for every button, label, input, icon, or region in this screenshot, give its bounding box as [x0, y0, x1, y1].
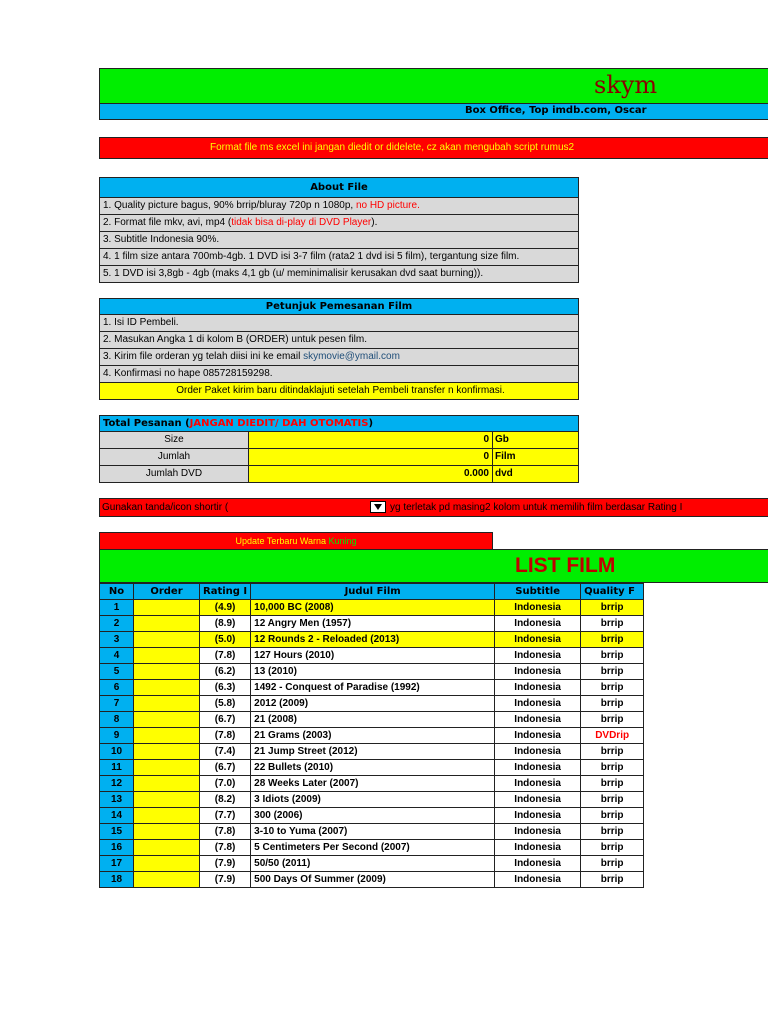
- film-no: 2: [100, 616, 134, 632]
- film-rating: (7.9): [200, 872, 251, 888]
- sort-filter-icon: [370, 501, 386, 513]
- film-no: 16: [100, 840, 134, 856]
- film-quality: brrip: [581, 664, 644, 680]
- order-guide-item-2: [99, 332, 579, 349]
- about-item: [99, 266, 579, 283]
- email-link[interactable]: skymovie@ymail.com: [303, 351, 400, 362]
- film-no: 9: [100, 728, 134, 744]
- film-subtitle: Indonesia: [495, 776, 581, 792]
- film-order-cell[interactable]: [134, 872, 200, 888]
- film-subtitle: Indonesia: [495, 616, 581, 632]
- film-subtitle: Indonesia: [495, 744, 581, 760]
- about-item-text: 5. 1 DVD isi 3,8gb - 4gb (maks 4,1 gb (u/ meminimalisir kerusakan dvd saat burning)).: [103, 268, 484, 279]
- film-title: 5 Centimeters Per Second (2007): [251, 840, 495, 856]
- film-order-cell[interactable]: [134, 824, 200, 840]
- film-rating: (7.8): [200, 840, 251, 856]
- warning-bar: [99, 137, 768, 159]
- film-no: 11: [100, 760, 134, 776]
- film-row: [100, 664, 644, 680]
- totals-value: 0: [249, 432, 493, 449]
- film-title: 22 Bullets (2010): [251, 760, 495, 776]
- film-quality: brrip: [581, 856, 644, 872]
- film-rating: (7.8): [200, 728, 251, 744]
- film-row: [100, 600, 644, 616]
- film-no: 18: [100, 872, 134, 888]
- order-guide-item-1-text: 1. Isi ID Pembeli.: [103, 317, 179, 328]
- film-title: 21 Grams (2003): [251, 728, 495, 744]
- film-subtitle: Indonesia: [495, 728, 581, 744]
- film-order-cell[interactable]: [134, 808, 200, 824]
- film-title: 127 Hours (2010): [251, 648, 495, 664]
- film-row: [100, 840, 644, 856]
- film-rating: (4.9): [200, 600, 251, 616]
- order-guide-title-text: Petunjuk Pemesanan Film: [265, 301, 413, 312]
- col-subtitle[interactable]: Subtitle: [495, 584, 581, 600]
- film-title: 2012 (2009): [251, 696, 495, 712]
- film-rating: (6.2): [200, 664, 251, 680]
- film-subtitle: Indonesia: [495, 840, 581, 856]
- film-no: 1: [100, 600, 134, 616]
- film-quality: brrip: [581, 648, 644, 664]
- film-order-cell[interactable]: [134, 712, 200, 728]
- film-order-cell[interactable]: [134, 696, 200, 712]
- film-order-cell[interactable]: [134, 792, 200, 808]
- film-rating: (8.9): [200, 616, 251, 632]
- brand-banner: [99, 68, 768, 104]
- order-guide-item-3-text: 3. Kirim file orderan yg telah diisi ini ke email: [103, 351, 304, 362]
- totals-unit: Gb: [493, 432, 579, 449]
- film-no: 13: [100, 792, 134, 808]
- list-title: LIST FILM: [515, 554, 616, 577]
- film-quality: brrip: [581, 680, 644, 696]
- film-quality: brrip: [581, 744, 644, 760]
- shortcut-suffix: yg terletak pd masing2 kolom untuk memilih film berdasar Rating I: [390, 502, 683, 513]
- film-quality: brrip: [581, 616, 644, 632]
- film-title: 13 (2010): [251, 664, 495, 680]
- shortcut-bar: [99, 498, 768, 517]
- col-title[interactable]: Judul Film: [251, 584, 495, 600]
- about-item: [99, 249, 579, 266]
- totals-unit: Film: [493, 449, 579, 466]
- about-item: [99, 215, 579, 232]
- film-order-cell[interactable]: [134, 776, 200, 792]
- film-no: 8: [100, 712, 134, 728]
- film-title: 3 Idiots (2009): [251, 792, 495, 808]
- film-quality: brrip: [581, 696, 644, 712]
- film-order-cell[interactable]: [134, 680, 200, 696]
- film-row: [100, 776, 644, 792]
- about-item-highlight: no HD picture.: [355, 200, 420, 211]
- warning-text: Format file ms excel ini jangan diedit or didelete, cz akan mengubah script rumus2: [210, 142, 575, 153]
- film-title: 10,000 BC (2008): [251, 600, 495, 616]
- order-guide-item-2-text: 2. Masukan Angka 1 di kolom B (ORDER) untuk pesen film.: [103, 334, 368, 345]
- film-subtitle: Indonesia: [495, 856, 581, 872]
- film-order-cell[interactable]: [134, 664, 200, 680]
- totals-value: 0: [249, 449, 493, 466]
- film-order-cell[interactable]: [134, 600, 200, 616]
- film-row: [100, 728, 644, 744]
- totals-label: Jumlah: [99, 449, 249, 466]
- film-order-cell[interactable]: [134, 856, 200, 872]
- film-no: 5: [100, 664, 134, 680]
- about-title-text: About File: [310, 182, 368, 193]
- list-title-banner: [99, 549, 768, 583]
- order-guide-item-3: [99, 349, 579, 366]
- film-quality: brrip: [581, 632, 644, 648]
- film-quality: brrip: [581, 776, 644, 792]
- film-row: [100, 808, 644, 824]
- film-title: 3-10 to Yuma (2007): [251, 824, 495, 840]
- film-subtitle: Indonesia: [495, 696, 581, 712]
- film-quality: brrip: [581, 808, 644, 824]
- film-row: [100, 616, 644, 632]
- film-order-cell[interactable]: [134, 760, 200, 776]
- film-quality: brrip: [581, 760, 644, 776]
- film-row: [100, 872, 644, 888]
- update-text: Update Terbaru Warna: [235, 536, 329, 546]
- film-subtitle: Indonesia: [495, 648, 581, 664]
- about-item-text: 3. Subtitle Indonesia 90%.: [103, 234, 220, 245]
- film-rating: (7.0): [200, 776, 251, 792]
- film-subtitle: Indonesia: [495, 808, 581, 824]
- film-subtitle: Indonesia: [495, 664, 581, 680]
- film-rating: (6.7): [200, 760, 251, 776]
- order-guide-note-text: Order Paket kirim baru ditindaklajuti setelah Pembeli transfer n konfirmasi.: [176, 385, 505, 396]
- col-no[interactable]: No: [100, 584, 134, 600]
- order-guide-note: [99, 383, 579, 400]
- about-title: [99, 177, 579, 198]
- film-table: [99, 583, 644, 888]
- about-item: [99, 198, 579, 215]
- film-quality: brrip: [581, 872, 644, 888]
- totals-title-warning: JANGAN DIEDIT/ DAH OTOMATIS: [189, 418, 369, 429]
- film-row: [100, 648, 644, 664]
- totals-title: [99, 415, 579, 432]
- totals-unit: dvd: [493, 466, 579, 483]
- totals-title-prefix: Total Pesanan (: [103, 418, 190, 429]
- order-guide-item-1: [99, 315, 579, 332]
- film-no: 10: [100, 744, 134, 760]
- film-subtitle: Indonesia: [495, 600, 581, 616]
- film-quality: DVDrip: [581, 728, 644, 744]
- film-order-cell[interactable]: [134, 744, 200, 760]
- film-row: [100, 792, 644, 808]
- film-no: 17: [100, 856, 134, 872]
- film-rating: (5.0): [200, 632, 251, 648]
- film-order-cell[interactable]: [134, 616, 200, 632]
- film-rating: (8.2): [200, 792, 251, 808]
- film-title: 21 Jump Street (2012): [251, 744, 495, 760]
- film-rating: (7.7): [200, 808, 251, 824]
- film-subtitle: Indonesia: [495, 824, 581, 840]
- totals-value: 0.000: [249, 466, 493, 483]
- totals-label: Size: [99, 432, 249, 449]
- film-quality: brrip: [581, 840, 644, 856]
- subtitle-bar: [99, 103, 768, 120]
- film-row: [100, 760, 644, 776]
- film-no: 15: [100, 824, 134, 840]
- film-rating: (5.8): [200, 696, 251, 712]
- order-guide-item-4: [99, 366, 579, 383]
- about-item: [99, 232, 579, 249]
- film-table-header: [100, 584, 644, 600]
- film-rating: (7.8): [200, 824, 251, 840]
- film-row: [100, 696, 644, 712]
- film-order-cell[interactable]: [134, 728, 200, 744]
- film-subtitle: Indonesia: [495, 792, 581, 808]
- col-quality[interactable]: Quality F: [581, 584, 644, 600]
- order-guide-title: [99, 298, 579, 315]
- film-row: [100, 856, 644, 872]
- film-title: 50/50 (2011): [251, 856, 495, 872]
- film-title: 21 (2008): [251, 712, 495, 728]
- film-subtitle: Indonesia: [495, 712, 581, 728]
- film-rating: (7.4): [200, 744, 251, 760]
- about-item-text: 4. 1 film size antara 700mb-4gb. 1 DVD isi 3-7 film (rata2 1 dvd isi 5 film), tergantung size film.: [103, 251, 520, 262]
- film-title: 28 Weeks Later (2007): [251, 776, 495, 792]
- film-subtitle: Indonesia: [495, 872, 581, 888]
- film-row: [100, 680, 644, 696]
- film-subtitle: Indonesia: [495, 760, 581, 776]
- film-title: 1492 - Conquest of Paradise (1992): [251, 680, 495, 696]
- film-title: 300 (2006): [251, 808, 495, 824]
- film-no: 3: [100, 632, 134, 648]
- update-highlight: Kuning: [328, 536, 357, 546]
- film-subtitle: Indonesia: [495, 680, 581, 696]
- film-subtitle: Indonesia: [495, 632, 581, 648]
- film-quality: brrip: [581, 600, 644, 616]
- film-order-cell[interactable]: [134, 840, 200, 856]
- film-quality: brrip: [581, 824, 644, 840]
- brand-title: skym: [594, 71, 658, 99]
- shortcut-prefix: Gunakan tanda/icon shortir (: [102, 502, 229, 513]
- film-title: 12 Rounds 2 - Reloaded (2013): [251, 632, 495, 648]
- update-bar: [99, 532, 493, 550]
- col-rating[interactable]: Rating I: [200, 584, 251, 600]
- film-quality: brrip: [581, 712, 644, 728]
- film-rating: (7.9): [200, 856, 251, 872]
- film-no: 14: [100, 808, 134, 824]
- totals-label: Jumlah DVD: [99, 466, 249, 483]
- film-quality: brrip: [581, 792, 644, 808]
- film-order-cell[interactable]: [134, 648, 200, 664]
- subtitle-text: Box Office, Top imdb.com, Oscar: [465, 105, 647, 116]
- order-guide-item-4-text: 4. Konfirmasi no hape 085728159298.: [103, 368, 273, 379]
- about-item-text: 2. Format file mkv, avi, mp4 (: [103, 217, 232, 228]
- film-no: 6: [100, 680, 134, 696]
- film-title: 500 Days Of Summer (2009): [251, 872, 495, 888]
- about-item-highlight: tidak bisa di-play di DVD Player: [231, 217, 372, 228]
- film-row: [100, 712, 644, 728]
- about-item-text: 1. Quality picture bagus, 90% brrip/bluray 720p n 1080p,: [103, 200, 356, 211]
- film-order-cell[interactable]: [134, 632, 200, 648]
- film-no: 12: [100, 776, 134, 792]
- film-row: [100, 824, 644, 840]
- col-order[interactable]: Order: [134, 584, 200, 600]
- film-row: [100, 632, 644, 648]
- film-row: [100, 744, 644, 760]
- film-no: 4: [100, 648, 134, 664]
- film-rating: (7.8): [200, 648, 251, 664]
- film-title: 12 Angry Men (1957): [251, 616, 495, 632]
- film-no: 7: [100, 696, 134, 712]
- film-rating: (6.3): [200, 680, 251, 696]
- film-rating: (6.7): [200, 712, 251, 728]
- about-item-after: ).: [371, 217, 378, 228]
- totals-title-suffix: ): [368, 418, 374, 429]
